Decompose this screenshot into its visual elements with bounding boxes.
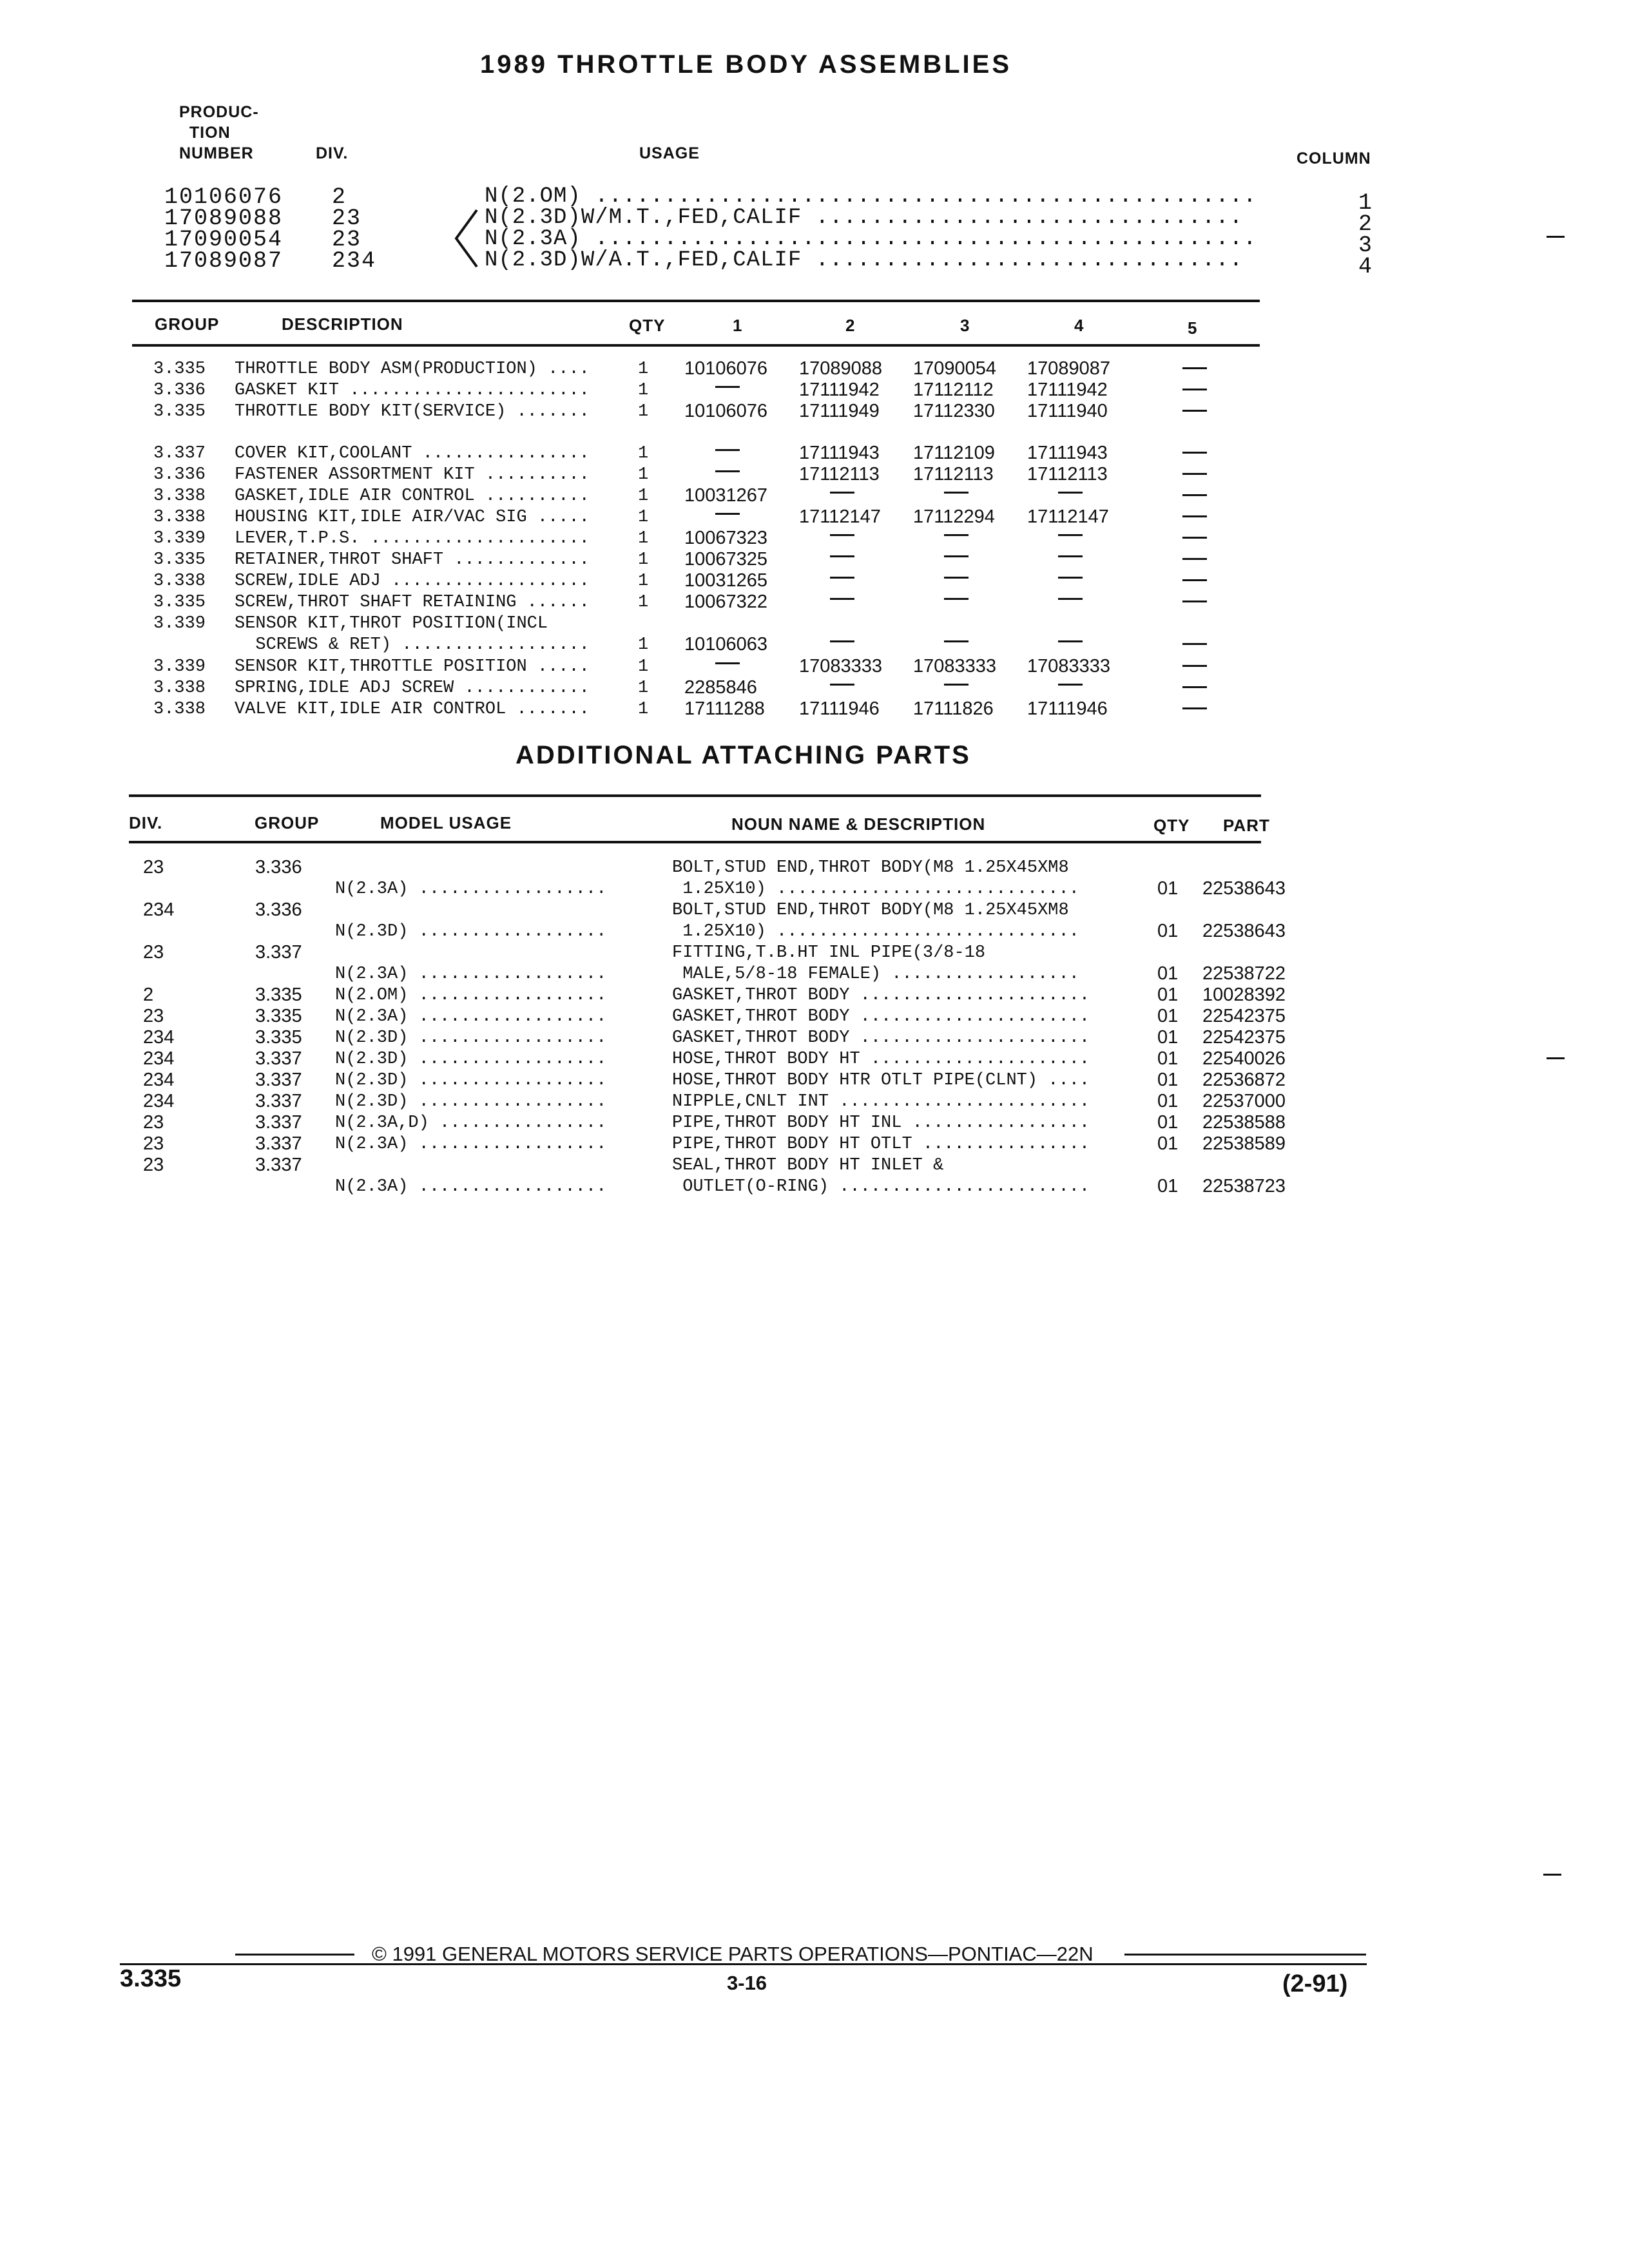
none-dash [944, 684, 969, 686]
attach-qty: 01 [1157, 985, 1179, 1005]
column-2-header: 2 [845, 316, 856, 335]
none-dash [1182, 410, 1207, 412]
part-column-1: 10031267 [684, 485, 768, 506]
attach-group: 3.337 [255, 1048, 302, 1069]
part-column-3: 17112330 [913, 401, 995, 421]
attach-div-header: DIV. [129, 813, 163, 832]
none-dash [1182, 452, 1207, 454]
assembly-div: 23 [332, 206, 362, 231]
attach-model-usage: N(2.3A) .................. [335, 1135, 607, 1154]
none-dash [1182, 389, 1207, 390]
column-header: COLUMN [1296, 149, 1371, 168]
div-header: DIV. [316, 144, 349, 162]
part-qty: 1 [638, 593, 649, 612]
part-description: SENSOR KIT,THROTTLE POSITION ..... [235, 657, 590, 677]
none-dash [1182, 494, 1207, 496]
column-3-header: 3 [960, 316, 970, 335]
attach-description: BOLT,STUD END,THROT BODY(M8 1.25X45XM8 [672, 858, 1069, 878]
none-dash [1058, 555, 1083, 557]
assembly-div: 2 [332, 184, 347, 210]
attach-qty: 01 [1157, 1091, 1179, 1111]
part-column-1: 17111288 [684, 698, 765, 719]
none-dash [1182, 643, 1207, 645]
attach-qty: 01 [1157, 963, 1179, 984]
none-dash [830, 684, 854, 686]
part-description: HOUSING KIT,IDLE AIR/VAC SIG ..... [235, 508, 590, 527]
part-description: GASKET KIT ....................... [235, 381, 590, 400]
none-dash [1058, 640, 1083, 642]
attach-description: GASKET,THROT BODY ...................... [672, 986, 1090, 1005]
attach-div: 23 [143, 1155, 164, 1175]
divider [132, 344, 1260, 347]
attach-group: 3.337 [255, 1133, 302, 1154]
part-column-2: 17089088 [799, 358, 883, 379]
attach-model-usage: N(2.3A) .................. [335, 1007, 607, 1026]
usage-header: USAGE [639, 144, 700, 162]
revision-date: (2-91) [1282, 1970, 1348, 1997]
attach-div: 234 [143, 1048, 175, 1069]
none-dash [944, 577, 969, 579]
none-dash [1058, 577, 1083, 579]
part-column-1: 2285846 [684, 677, 757, 698]
part-column-1: 10067323 [684, 528, 768, 548]
none-dash [715, 470, 740, 472]
none-dash [944, 555, 969, 557]
attach-group: 3.337 [255, 1070, 302, 1090]
page-number: 3-16 [727, 1972, 767, 1994]
part-qty: 1 [638, 572, 649, 591]
part-qty: 1 [638, 465, 649, 485]
attach-group: 3.336 [255, 857, 302, 878]
none-dash [1058, 598, 1083, 600]
attach-part-number: 22538643 [1202, 878, 1286, 899]
assembly-number: 10106076 [164, 184, 284, 210]
attach-qty: 01 [1157, 921, 1179, 941]
part-column-3: 17111826 [913, 698, 994, 719]
assembly-number: 17090054 [164, 227, 284, 253]
assembly-column: 2 [1358, 211, 1374, 237]
assembly-usage: N(2.OM) ................................................ [485, 184, 1257, 209]
part-description: RETAINER,THROT SHAFT ............. [235, 550, 590, 570]
assembly-column: 4 [1358, 254, 1374, 280]
footer-rule-left [235, 1954, 354, 1956]
attach-description: HOSE,THROT BODY HTR OTLT PIPE(CLNT) .... [672, 1071, 1090, 1090]
attach-part-header: PART [1223, 816, 1270, 835]
attach-group: 3.335 [255, 985, 302, 1005]
attach-qty: 01 [1157, 1133, 1179, 1154]
attach-part-number: 22538643 [1202, 921, 1286, 941]
part-column-3: 17112112 [913, 380, 994, 400]
part-group: 3.339 [153, 657, 206, 677]
attach-qty: 01 [1157, 1176, 1179, 1196]
part-column-3: 17090054 [913, 358, 997, 379]
part-description: THROTTLE BODY ASM(PRODUCTION) .... [235, 360, 590, 379]
part-qty: 1 [638, 635, 649, 655]
attach-model-usage: N(2.3A) .................. [335, 965, 607, 984]
part-column-2: 17111943 [799, 443, 880, 463]
part-description: SCREW,THROT SHAFT RETAINING ...... [235, 593, 590, 612]
none-dash [1182, 686, 1207, 688]
attach-div: 23 [143, 857, 164, 878]
part-column-1: 10106076 [684, 401, 768, 421]
part-group: 3.335 [153, 593, 206, 612]
part-qty: 1 [638, 529, 649, 548]
none-dash [830, 534, 854, 536]
attach-group: 3.337 [255, 942, 302, 963]
attach-part-number: 22542375 [1202, 1006, 1286, 1026]
attach-qty: 01 [1157, 878, 1179, 899]
column-4-header: 4 [1074, 316, 1084, 335]
divider [132, 300, 1260, 302]
attach-description: FITTING,T.B.HT INL PIPE(3/8-18 [672, 943, 986, 963]
bracket-icon [451, 205, 483, 269]
part-column-4: 17111942 [1027, 380, 1108, 400]
none-dash [715, 662, 740, 664]
margin-mark [1543, 1874, 1561, 1876]
column-5-header: 5 [1188, 318, 1198, 338]
part-group: 3.335 [153, 360, 206, 379]
part-column-1: 10031265 [684, 570, 768, 591]
attach-div: 234 [143, 899, 175, 920]
description-header: DESCRIPTION [282, 314, 403, 334]
part-column-4: 17111940 [1027, 401, 1108, 421]
part-group: 3.339 [153, 614, 206, 633]
attach-group: 3.337 [255, 1112, 302, 1133]
part-group: 3.335 [153, 550, 206, 570]
attach-div: 234 [143, 1027, 175, 1048]
attach-part-number: 22538588 [1202, 1112, 1286, 1133]
part-column-3: 17112109 [913, 443, 995, 463]
part-qty: 1 [638, 678, 649, 698]
part-column-2: 17111949 [799, 401, 880, 421]
none-dash [830, 577, 854, 579]
part-description-cont: SCREWS & RET) .................. [235, 635, 590, 655]
divider [129, 841, 1261, 843]
part-qty: 1 [638, 381, 649, 400]
part-column-2: 17112147 [799, 506, 881, 527]
part-group: 3.338 [153, 508, 206, 527]
margin-mark [1547, 1057, 1565, 1059]
page-title: 1989 THROTTLE BODY ASSEMBLIES [480, 50, 1012, 79]
noun-name-header: NOUN NAME & DESCRIPTION [731, 814, 986, 834]
assembly-column: 3 [1358, 233, 1374, 258]
part-column-2: 17111946 [799, 698, 880, 719]
part-column-4: 17112147 [1027, 506, 1109, 527]
attach-qty: 01 [1157, 1070, 1179, 1090]
none-dash [1058, 534, 1083, 536]
part-column-4: 17112113 [1027, 464, 1108, 485]
none-dash [830, 492, 854, 494]
part-qty: 1 [638, 402, 649, 421]
none-dash [1182, 707, 1207, 709]
part-qty: 1 [638, 508, 649, 527]
attach-part-number: 22542375 [1202, 1027, 1286, 1048]
part-description: SCREW,IDLE ADJ ................... [235, 572, 590, 591]
part-qty: 1 [638, 700, 649, 719]
attach-description: PIPE,THROT BODY HT OTLT ................ [672, 1135, 1090, 1154]
attach-part-number: 22538589 [1202, 1133, 1286, 1154]
attach-part-number: 22537000 [1202, 1091, 1286, 1111]
attach-model-usage: N(2.3A,D) ................ [335, 1113, 607, 1133]
part-description: GASKET,IDLE AIR CONTROL .......... [235, 486, 590, 506]
attach-part-number: 22538722 [1202, 963, 1286, 984]
attach-qty: 01 [1157, 1027, 1179, 1048]
none-dash [830, 555, 854, 557]
attach-div: 23 [143, 1006, 164, 1026]
attach-model-usage: N(2.3A) .................. [335, 879, 607, 899]
part-column-3: 17112113 [913, 464, 994, 485]
part-group: 3.339 [153, 529, 206, 548]
part-description: SENSOR KIT,THROT POSITION(INCL [235, 614, 548, 633]
part-group: 3.338 [153, 700, 206, 719]
none-dash [1182, 473, 1207, 475]
none-dash [830, 598, 854, 600]
none-dash [715, 513, 740, 515]
attach-description-cont: OUTLET(O-RING) ........................ [672, 1177, 1090, 1196]
attach-model-usage: N(2.3D) .................. [335, 1092, 607, 1111]
part-column-4: 17111946 [1027, 698, 1108, 719]
assembly-column: 1 [1358, 190, 1374, 216]
none-dash [830, 640, 854, 642]
attach-div: 23 [143, 1133, 164, 1154]
none-dash [1182, 537, 1207, 539]
margin-mark [1547, 236, 1565, 238]
copyright: © 1991 GENERAL MOTORS SERVICE PARTS OPERATIONS—PONTIAC—22N [372, 1943, 1094, 1965]
attach-part-number: 22538723 [1202, 1176, 1286, 1196]
additional-parts-title: ADDITIONAL ATTACHING PARTS [516, 741, 971, 769]
part-group: 3.336 [153, 381, 206, 400]
none-dash [1182, 558, 1207, 560]
part-column-4: 17111943 [1027, 443, 1108, 463]
part-description: FASTENER ASSORTMENT KIT .......... [235, 465, 590, 485]
attach-part-number: 22536872 [1202, 1070, 1286, 1090]
attach-model-usage: N(2.3D) .................. [335, 1071, 607, 1090]
none-dash [1058, 684, 1083, 686]
part-description: THROTTLE BODY KIT(SERVICE) ....... [235, 402, 590, 421]
column-1-header: 1 [733, 316, 743, 335]
assembly-number: 17089088 [164, 206, 284, 231]
part-column-2: 17112113 [799, 464, 880, 485]
part-qty: 1 [638, 657, 649, 677]
part-column-3: 17112294 [913, 506, 995, 527]
attach-group: 3.337 [255, 1155, 302, 1175]
attach-model-usage: N(2.3D) .................. [335, 1028, 607, 1048]
attach-group: 3.337 [255, 1091, 302, 1111]
attach-description: BOLT,STUD END,THROT BODY(M8 1.25X45XM8 [672, 901, 1069, 920]
divider [129, 794, 1261, 797]
part-group: 3.338 [153, 572, 206, 591]
part-group: 3.335 [153, 402, 206, 421]
part-column-2: 17083333 [799, 656, 883, 677]
attach-div: 234 [143, 1091, 175, 1111]
attach-qty-header: QTY [1153, 816, 1190, 835]
part-column-1: 10106063 [684, 634, 768, 655]
attach-part-number: 10028392 [1202, 985, 1286, 1005]
attach-group: 3.335 [255, 1027, 302, 1048]
model-usage-header: MODEL USAGE [380, 813, 512, 832]
assembly-usage: N(2.3D)W/M.T.,FED,CALIF ............................... [485, 206, 1244, 230]
part-qty: 1 [638, 360, 649, 379]
attach-div: 234 [143, 1070, 175, 1090]
part-description: COVER KIT,COOLANT ................ [235, 444, 590, 463]
assembly-usage: N(2.3D)W/A.T.,FED,CALIF ............................... [485, 248, 1244, 273]
none-dash [1182, 515, 1207, 517]
assembly-number: 17089087 [164, 248, 284, 274]
part-column-2: 17111942 [799, 380, 880, 400]
none-dash [1058, 492, 1083, 494]
attach-div: 2 [143, 985, 154, 1005]
none-dash [944, 598, 969, 600]
part-group: 3.337 [153, 444, 206, 463]
none-dash [944, 492, 969, 494]
attach-model-usage: N(2.OM) .................. [335, 986, 607, 1005]
attach-group: 3.336 [255, 899, 302, 920]
attach-description-cont: MALE,5/8-18 FEMALE) .................. [672, 965, 1079, 984]
part-group: 3.338 [153, 486, 206, 506]
attach-description: GASKET,THROT BODY ...................... [672, 1028, 1090, 1048]
part-group: 3.336 [153, 465, 206, 485]
part-column-4: 17083333 [1027, 656, 1111, 677]
attach-group-header: GROUP [255, 813, 320, 832]
none-dash [1182, 579, 1207, 581]
none-dash [715, 449, 740, 451]
attach-div: 23 [143, 1112, 164, 1133]
attach-description: PIPE,THROT BODY HT INL ................. [672, 1113, 1090, 1133]
part-column-4: 17089087 [1027, 358, 1111, 379]
none-dash [715, 386, 740, 388]
production-number-header: PRODUC- TION NUMBER [179, 103, 259, 162]
assembly-div: 23 [332, 227, 362, 253]
part-column-1: 10106076 [684, 358, 768, 379]
none-dash [1182, 665, 1207, 667]
part-column-3: 17083333 [913, 656, 997, 677]
assembly-div: 234 [332, 248, 377, 274]
part-qty: 1 [638, 444, 649, 463]
part-qty: 1 [638, 486, 649, 506]
attach-model-usage: N(2.3D) .................. [335, 1050, 607, 1069]
attach-part-number: 22540026 [1202, 1048, 1286, 1069]
part-description: SPRING,IDLE ADJ SCREW ............ [235, 678, 590, 698]
attach-description-cont: 1.25X10) ............................. [672, 879, 1079, 899]
footer-rule-right [1124, 1954, 1366, 1956]
attach-description: GASKET,THROT BODY ...................... [672, 1007, 1090, 1026]
attach-description-cont: 1.25X10) ............................. [672, 922, 1079, 941]
part-group: 3.338 [153, 678, 206, 698]
part-column-1: 10067325 [684, 549, 768, 570]
part-description: LEVER,T.P.S. ..................... [235, 529, 590, 548]
attach-description: NIPPLE,CNLT INT ........................ [672, 1092, 1090, 1111]
part-description: VALVE KIT,IDLE AIR CONTROL ....... [235, 700, 590, 719]
attach-div: 23 [143, 942, 164, 963]
attach-qty: 01 [1157, 1006, 1179, 1026]
attach-qty: 01 [1157, 1048, 1179, 1069]
none-dash [944, 534, 969, 536]
attach-description: SEAL,THROT BODY HT INLET & [672, 1156, 944, 1175]
section-number: 3.335 [120, 1965, 182, 1992]
none-dash [944, 640, 969, 642]
group-header: GROUP [155, 314, 220, 334]
attach-model-usage: N(2.3A) .................. [335, 1177, 607, 1196]
none-dash [1182, 601, 1207, 602]
attach-group: 3.335 [255, 1006, 302, 1026]
part-column-1: 10067322 [684, 591, 768, 612]
none-dash [1182, 367, 1207, 369]
attach-model-usage: N(2.3D) .................. [335, 922, 607, 941]
assembly-usage: N(2.3A) ................................................ [485, 227, 1257, 251]
attach-description: HOSE,THROT BODY HT ..................... [672, 1050, 1090, 1069]
attach-qty: 01 [1157, 1112, 1179, 1133]
part-qty: 1 [638, 550, 649, 570]
qty-header: QTY [629, 316, 666, 335]
